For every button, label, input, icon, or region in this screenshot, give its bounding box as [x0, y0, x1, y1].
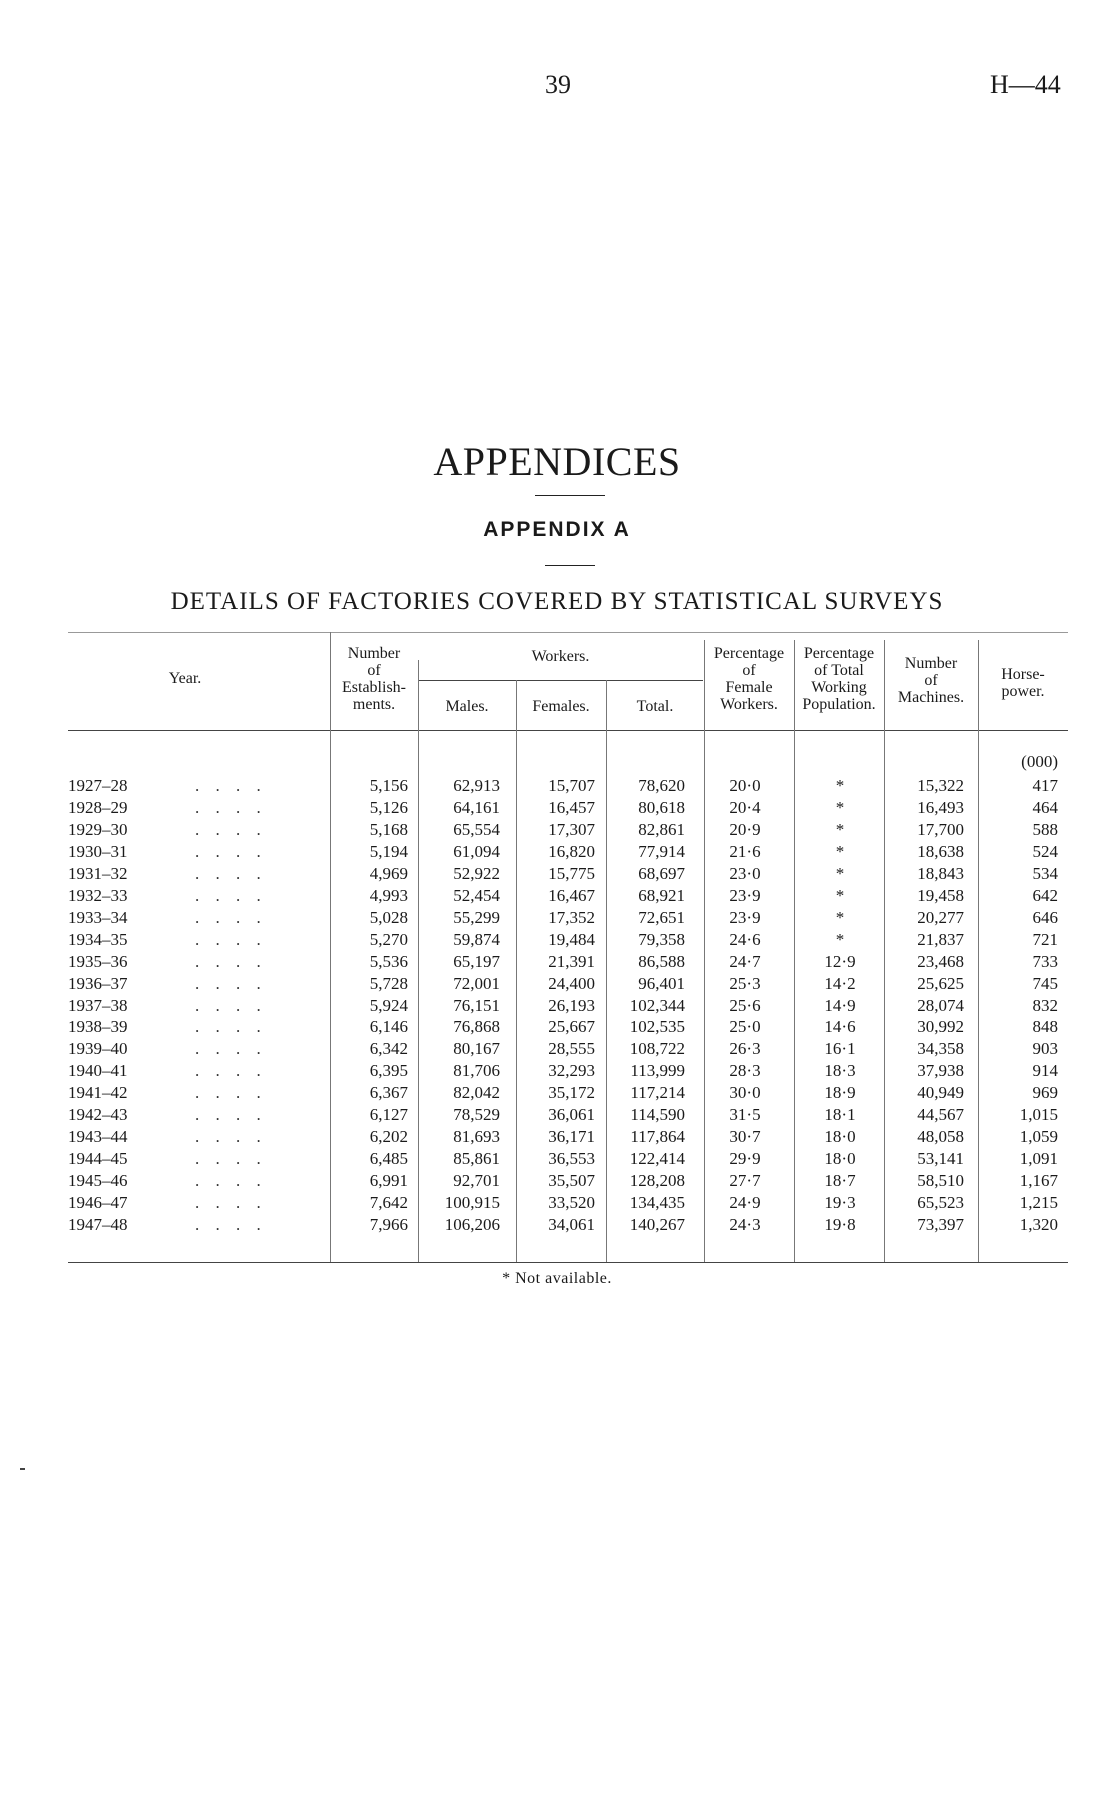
row-establishments: 5,168	[369, 819, 408, 839]
row-dots: . . . .	[195, 863, 267, 883]
header-line: of	[742, 662, 756, 679]
row-total: 114,590	[630, 1105, 685, 1125]
page-reference: H—44	[990, 70, 1061, 99]
row-machines: 15,322	[917, 776, 964, 795]
row-year: 1934–35	[68, 929, 128, 949]
row-pct-female: 20·9	[729, 819, 761, 839]
row-dots: . . . .	[195, 973, 267, 993]
horsepower-unit: (000)	[1021, 752, 1058, 771]
header-line: Number	[347, 645, 401, 662]
table-row	[0, 775, 1114, 797]
row-horsepower: 745	[1032, 973, 1058, 993]
row-machines: 73,397	[917, 1215, 964, 1234]
row-females: 36,553	[548, 1149, 595, 1169]
row-horsepower: 1,059	[1019, 1127, 1058, 1147]
title-rule	[535, 495, 605, 496]
row-total: 79,358	[638, 929, 685, 949]
row-pct-female: 24·3	[729, 1215, 761, 1234]
row-pct-female: 23·9	[729, 907, 761, 927]
row-pct-female: 26·3	[729, 1039, 761, 1059]
row-pct-working: 19·3	[824, 1193, 856, 1213]
header-line: Female	[725, 679, 773, 696]
row-horsepower: 1,015	[1019, 1105, 1058, 1125]
row-year: 1945–46	[68, 1171, 128, 1191]
row-machines: 20,277	[917, 907, 964, 927]
row-total: 128,208	[629, 1171, 685, 1191]
page-number: 39	[545, 70, 571, 99]
row-pct-female: 24·6	[729, 929, 761, 949]
row-pct-female: 23·0	[729, 863, 761, 883]
row-total: 80,618	[638, 797, 685, 817]
row-total: 78,620	[638, 776, 685, 795]
row-year: 1929–30	[68, 819, 128, 839]
row-pct-working: *	[835, 797, 845, 817]
row-pct-female: 25·6	[729, 995, 761, 1015]
table-row	[0, 797, 1114, 819]
row-males: 55,299	[453, 907, 500, 927]
header-line: of	[367, 662, 381, 679]
row-establishments: 6,395	[369, 1061, 408, 1081]
row-females: 21,391	[548, 951, 595, 971]
row-year: 1942–43	[68, 1105, 128, 1125]
row-females: 34,061	[548, 1215, 595, 1234]
row-dots: . . . .	[195, 1215, 267, 1234]
row-machines: 48,058	[917, 1127, 964, 1147]
row-establishments: 6,367	[369, 1083, 408, 1103]
row-total: 72,651	[638, 907, 685, 927]
row-year: 1936–37	[68, 973, 128, 993]
row-horsepower: 903	[1032, 1039, 1058, 1059]
subtitle-rule	[545, 565, 595, 566]
row-establishments: 5,728	[369, 973, 408, 993]
row-dots: . . . .	[195, 1149, 267, 1169]
table-row	[0, 1104, 1114, 1126]
row-females: 17,352	[548, 907, 595, 927]
row-females: 25,667	[548, 1017, 595, 1037]
row-males: 81,706	[453, 1061, 500, 1081]
row-total: 117,864	[630, 1127, 685, 1147]
row-total: 96,401	[638, 973, 685, 993]
row-males: 106,206	[444, 1215, 500, 1234]
row-females: 36,061	[548, 1105, 595, 1125]
header-line: Number	[904, 655, 958, 672]
row-machines: 53,141	[917, 1149, 964, 1169]
header-line: of Total	[814, 662, 864, 679]
row-dots: . . . .	[195, 1105, 267, 1125]
row-males: 81,693	[453, 1127, 500, 1147]
row-year: 1943–44	[68, 1127, 128, 1147]
table-row	[0, 1214, 1114, 1236]
row-pct-working: *	[835, 907, 845, 927]
row-males: 52,922	[453, 863, 500, 883]
row-total: 102,535	[629, 1017, 685, 1037]
footnote: * Not available.	[502, 1270, 612, 1287]
row-year: 1946–47	[68, 1193, 128, 1213]
row-pct-female: 25·0	[729, 1017, 761, 1037]
row-horsepower: 417	[1032, 776, 1058, 795]
row-pct-female: 24·9	[729, 1193, 761, 1213]
row-pct-working: *	[835, 841, 845, 861]
row-establishments: 6,342	[369, 1039, 408, 1059]
row-males: 76,868	[453, 1017, 500, 1037]
row-total: 117,214	[630, 1083, 685, 1103]
header-bottom-rule	[68, 730, 1068, 731]
workers-sub-rule	[418, 680, 703, 681]
row-horsepower: 848	[1032, 1017, 1058, 1037]
row-establishments: 6,202	[369, 1127, 408, 1147]
row-females: 36,171	[548, 1127, 595, 1147]
row-dots: . . . .	[195, 1061, 267, 1081]
row-males: 64,161	[453, 797, 500, 817]
header-males: Males.	[445, 698, 489, 715]
row-machines: 21,837	[917, 929, 964, 949]
row-machines: 44,567	[917, 1105, 964, 1125]
table-row	[0, 1170, 1114, 1192]
table-row	[0, 1038, 1114, 1060]
table-row	[0, 1016, 1114, 1038]
row-total: 77,914	[638, 841, 685, 861]
row-pct-working: 18·0	[824, 1149, 856, 1169]
row-year: 1937–38	[68, 995, 128, 1015]
row-total: 68,697	[638, 863, 685, 883]
row-pct-female: 20·4	[729, 797, 761, 817]
row-total: 108,722	[629, 1039, 685, 1059]
table-row	[0, 819, 1114, 841]
table-row	[0, 1148, 1114, 1170]
row-horsepower: 646	[1032, 907, 1058, 927]
row-females: 33,520	[548, 1193, 595, 1213]
row-year: 1931–32	[68, 863, 128, 883]
header-year: Year.	[168, 670, 202, 687]
row-dots: . . . .	[195, 1193, 267, 1213]
row-pct-female: 30·0	[729, 1083, 761, 1103]
row-year: 1933–34	[68, 907, 128, 927]
row-year: 1927–28	[68, 776, 128, 795]
row-total: 113,999	[630, 1061, 685, 1081]
row-females: 35,172	[548, 1083, 595, 1103]
row-dots: . . . .	[195, 1017, 267, 1037]
row-year: 1939–40	[68, 1039, 128, 1059]
row-pct-female: 25·3	[729, 973, 761, 993]
row-males: 52,454	[453, 885, 500, 905]
table-row	[0, 929, 1114, 951]
header-line: ments.	[352, 696, 396, 713]
row-horsepower: 642	[1032, 885, 1058, 905]
header-pct-working	[794, 645, 884, 713]
row-establishments: 5,536	[369, 951, 408, 971]
row-machines: 18,638	[917, 841, 964, 861]
row-horsepower: 524	[1032, 841, 1058, 861]
row-machines: 65,523	[917, 1193, 964, 1213]
table-title: DETAILS OF FACTORIES COVERED BY STATISTICAL SURVEYS	[170, 588, 944, 615]
row-machines: 58,510	[917, 1171, 964, 1191]
row-establishments: 6,991	[369, 1171, 408, 1191]
row-horsepower: 1,320	[1019, 1215, 1058, 1234]
row-horsepower: 588	[1032, 819, 1058, 839]
row-pct-working: 18·1	[824, 1105, 856, 1125]
row-pct-working: *	[835, 819, 845, 839]
row-machines: 30,992	[917, 1017, 964, 1037]
row-total: 82,861	[638, 819, 685, 839]
row-pct-working: 14·6	[824, 1017, 856, 1037]
table-row	[0, 951, 1114, 973]
row-establishments: 6,485	[369, 1149, 408, 1169]
row-males: 65,554	[453, 819, 500, 839]
row-males: 59,874	[453, 929, 500, 949]
row-pct-working: 19·8	[824, 1215, 856, 1234]
row-establishments: 7,966	[369, 1215, 408, 1234]
row-pct-working: 18·9	[824, 1083, 856, 1103]
row-total: 86,588	[638, 951, 685, 971]
row-pct-female: 27·7	[729, 1171, 761, 1191]
row-machines: 19,458	[917, 885, 964, 905]
row-establishments: 6,127	[369, 1105, 408, 1125]
row-machines: 40,949	[917, 1083, 964, 1103]
row-pct-working: 18·3	[824, 1061, 856, 1081]
table-row	[0, 907, 1114, 929]
row-horsepower: 464	[1032, 797, 1058, 817]
row-pct-working: 18·0	[824, 1127, 856, 1147]
row-total: 140,267	[629, 1215, 685, 1234]
row-dots: . . . .	[195, 797, 267, 817]
row-pct-working: *	[835, 776, 845, 795]
row-dots: . . . .	[195, 841, 267, 861]
header-horsepower	[978, 666, 1068, 700]
row-females: 17,307	[548, 819, 595, 839]
row-dots: . . . .	[195, 1083, 267, 1103]
header-line: Establish-	[342, 679, 406, 696]
row-dots: . . . .	[195, 907, 267, 927]
row-pct-female: 31·5	[729, 1105, 761, 1125]
row-females: 32,293	[548, 1061, 595, 1081]
row-year: 1935–36	[68, 951, 128, 971]
table-row	[0, 841, 1114, 863]
row-dots: . . . .	[195, 1171, 267, 1191]
row-pct-working: 14·2	[824, 973, 856, 993]
row-machines: 25,625	[917, 973, 964, 993]
appendix-subtitle: APPENDIX A	[483, 518, 631, 541]
row-pct-female: 30·7	[729, 1127, 761, 1147]
row-males: 82,042	[453, 1083, 500, 1103]
table-row	[0, 973, 1114, 995]
row-females: 16,467	[548, 885, 595, 905]
row-year: 1947–48	[68, 1215, 128, 1234]
header-establishments	[330, 645, 418, 713]
row-year: 1941–42	[68, 1083, 128, 1103]
row-horsepower: 721	[1032, 929, 1058, 949]
row-males: 61,094	[453, 841, 500, 861]
row-total: 134,435	[629, 1193, 685, 1213]
row-pct-working: 12·9	[824, 951, 856, 971]
row-machines: 18,843	[917, 863, 964, 883]
row-establishments: 7,642	[369, 1193, 408, 1213]
header-pct-female	[704, 645, 794, 713]
header-line: Working	[811, 679, 867, 696]
row-machines: 17,700	[917, 819, 964, 839]
row-establishments: 5,194	[369, 841, 408, 861]
row-females: 19,484	[548, 929, 595, 949]
row-machines: 28,074	[917, 995, 964, 1015]
row-year: 1940–41	[68, 1061, 128, 1081]
row-males: 85,861	[453, 1149, 500, 1169]
header-line: Machines.	[897, 689, 965, 706]
row-males: 80,167	[453, 1039, 500, 1059]
row-dots: . . . .	[195, 885, 267, 905]
row-dots: . . . .	[195, 819, 267, 839]
row-pct-female: 29·9	[729, 1149, 761, 1169]
table-top-rule	[68, 632, 1068, 633]
row-pct-female: 23·9	[729, 885, 761, 905]
row-machines: 37,938	[917, 1061, 964, 1081]
scan-speck	[20, 1468, 25, 1470]
main-title: APPENDICES	[433, 439, 681, 484]
row-machines: 34,358	[917, 1039, 964, 1059]
row-females: 35,507	[548, 1171, 595, 1191]
row-dots: . . . .	[195, 929, 267, 949]
row-horsepower: 1,167	[1019, 1171, 1058, 1191]
row-pct-working: 14·9	[824, 995, 856, 1015]
row-pct-working: *	[835, 863, 845, 883]
row-establishments: 5,270	[369, 929, 408, 949]
row-establishments: 4,993	[369, 885, 408, 905]
row-dots: . . . .	[195, 995, 267, 1015]
header-workers: Workers.	[531, 648, 590, 665]
table-row	[0, 1060, 1114, 1082]
row-males: 100,915	[444, 1193, 500, 1213]
row-horsepower: 969	[1032, 1083, 1058, 1103]
row-dots: . . . .	[195, 951, 267, 971]
table-bottom-rule	[68, 1262, 1068, 1263]
row-females: 15,707	[548, 776, 595, 795]
row-pct-working: *	[835, 929, 845, 949]
row-males: 92,701	[453, 1171, 500, 1191]
table-row	[0, 1082, 1114, 1104]
row-dots: . . . .	[195, 1127, 267, 1147]
header-line: of	[924, 672, 938, 689]
row-pct-working: *	[835, 885, 845, 905]
row-males: 76,151	[453, 995, 500, 1015]
header-line: Population.	[802, 696, 876, 713]
row-horsepower: 1,215	[1019, 1193, 1058, 1213]
row-year: 1928–29	[68, 797, 128, 817]
table-row	[0, 1192, 1114, 1214]
row-establishments: 4,969	[369, 863, 408, 883]
header-line: Percentage	[803, 645, 875, 662]
row-total: 122,414	[629, 1149, 685, 1169]
header-females: Females.	[532, 698, 590, 715]
row-establishments: 5,028	[369, 907, 408, 927]
row-establishments: 5,156	[369, 776, 408, 795]
row-machines: 16,493	[917, 797, 964, 817]
table-row	[0, 995, 1114, 1017]
row-females: 16,457	[548, 797, 595, 817]
row-pct-working: 16·1	[824, 1039, 856, 1059]
row-total: 102,344	[629, 995, 685, 1015]
header-line: Workers.	[720, 696, 778, 713]
row-dots: . . . .	[195, 1039, 267, 1059]
table-row	[0, 863, 1114, 885]
header-line: power.	[1001, 683, 1045, 700]
table-row	[0, 1126, 1114, 1148]
row-year: 1930–31	[68, 841, 128, 861]
row-pct-female: 24·7	[729, 951, 761, 971]
row-dots: . . . .	[195, 776, 267, 795]
row-total: 68,921	[638, 885, 685, 905]
row-pct-working: 18·7	[824, 1171, 856, 1191]
row-pct-female: 20·0	[729, 776, 761, 795]
row-pct-female: 21·6	[729, 841, 761, 861]
row-males: 65,197	[453, 951, 500, 971]
row-establishments: 6,146	[369, 1017, 408, 1037]
row-females: 28,555	[548, 1039, 595, 1059]
header-line: Percentage	[713, 645, 785, 662]
row-year: 1944–45	[68, 1149, 128, 1169]
row-females: 15,775	[548, 863, 595, 883]
row-machines: 23,468	[917, 951, 964, 971]
header-total: Total.	[636, 698, 674, 715]
row-pct-female: 28·3	[729, 1061, 761, 1081]
header-line: Horse-	[1001, 666, 1045, 683]
row-males: 72,001	[453, 973, 500, 993]
row-horsepower: 534	[1032, 863, 1058, 883]
row-horsepower: 914	[1032, 1061, 1058, 1081]
row-females: 26,193	[548, 995, 595, 1015]
row-males: 78,529	[453, 1105, 500, 1125]
table-row	[0, 885, 1114, 907]
row-horsepower: 733	[1032, 951, 1058, 971]
row-year: 1932–33	[68, 885, 128, 905]
row-females: 24,400	[548, 973, 595, 993]
row-horsepower: 832	[1032, 995, 1058, 1015]
row-year: 1938–39	[68, 1017, 128, 1037]
row-horsepower: 1,091	[1019, 1149, 1058, 1169]
row-establishments: 5,924	[369, 995, 408, 1015]
header-machines	[884, 655, 978, 706]
row-males: 62,913	[453, 776, 500, 795]
row-females: 16,820	[548, 841, 595, 861]
row-establishments: 5,126	[369, 797, 408, 817]
